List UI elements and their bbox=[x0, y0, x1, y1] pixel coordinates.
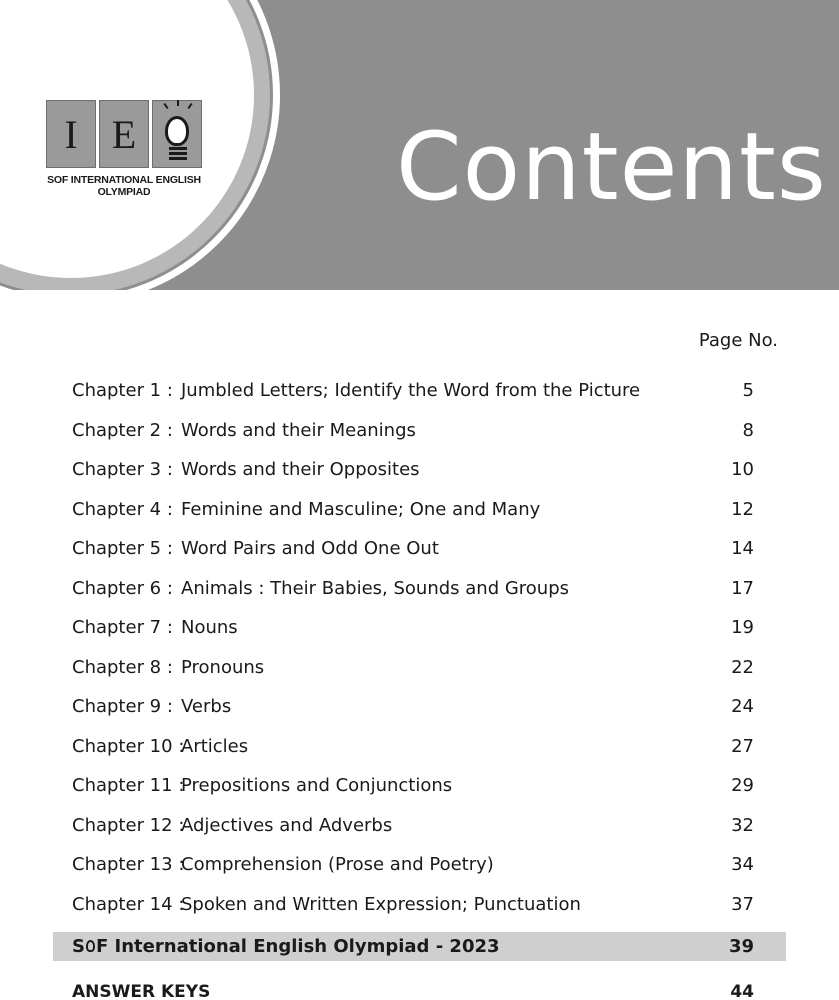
toc-chapter-number: Chapter 8 : bbox=[72, 656, 173, 678]
toc-entry[interactable] bbox=[72, 493, 754, 525]
toc-chapter-title: Verbs bbox=[181, 695, 232, 717]
olympiad-title-group bbox=[72, 936, 694, 957]
toc-page-number: 34 bbox=[731, 853, 754, 875]
toc-chapter-title: Comprehension (Prose and Poetry) bbox=[181, 853, 494, 875]
toc-entry[interactable] bbox=[72, 611, 754, 643]
toc-chapter-number: Chapter 7 : bbox=[72, 616, 173, 638]
logo-caption bbox=[46, 174, 202, 198]
toc-chapter-number: Chapter 6 : bbox=[72, 577, 173, 599]
toc-entry[interactable] bbox=[72, 888, 754, 920]
toc-chapter-title: Feminine and Masculine; One and Many bbox=[181, 498, 541, 520]
logo-caption-line2: OLYMPIAD bbox=[97, 186, 151, 198]
sof-letter-s: S bbox=[72, 936, 85, 957]
toc-entry[interactable] bbox=[72, 572, 754, 604]
toc-page-number: 37 bbox=[731, 893, 754, 915]
toc-page-number: 27 bbox=[731, 735, 754, 757]
toc-entry[interactable] bbox=[72, 769, 754, 801]
page-title: Contents bbox=[396, 113, 827, 222]
toc-entry[interactable] bbox=[72, 690, 754, 722]
logo-letter-i: I bbox=[46, 100, 96, 168]
sof-letter-f: F bbox=[95, 936, 109, 957]
toc-entry[interactable] bbox=[72, 414, 754, 446]
toc-entry[interactable] bbox=[72, 730, 754, 762]
toc-page-number: 44 bbox=[730, 982, 754, 1000]
lightbulb-icon bbox=[86, 940, 95, 952]
toc-chapter-title: Jumbled Letters; Identify the Word from the Picture bbox=[181, 379, 641, 401]
toc-chapter-number: Chapter 2 : bbox=[72, 419, 173, 441]
toc-page-number: 19 bbox=[731, 616, 754, 638]
bulb-base bbox=[169, 145, 187, 160]
toc-page-number: 24 bbox=[731, 695, 754, 717]
toc-entry[interactable] bbox=[72, 651, 754, 683]
toc-page-number: 29 bbox=[731, 774, 754, 796]
toc-chapter-number: Chapter 11 : bbox=[72, 774, 185, 796]
toc-entry[interactable] bbox=[72, 374, 754, 406]
page-no-label: Page No. bbox=[698, 330, 778, 351]
header-band bbox=[0, 0, 839, 290]
toc-chapter-title: Words and their Opposites bbox=[181, 458, 420, 480]
ieo-logo bbox=[46, 100, 206, 198]
toc-entry[interactable] bbox=[72, 532, 754, 564]
toc-chapter-title: Spoken and Written Expression; Punctuation bbox=[181, 893, 581, 915]
logo-letter-boxes bbox=[46, 100, 206, 168]
toc-page-number: 39 bbox=[728, 936, 754, 957]
toc-entry-olympiad[interactable] bbox=[72, 932, 754, 961]
toc-page-number: 17 bbox=[731, 577, 754, 599]
toc-entry[interactable] bbox=[72, 453, 754, 485]
toc-chapter-title: Articles bbox=[181, 735, 249, 757]
toc-page-number: 12 bbox=[731, 498, 754, 520]
toc-chapter-title: Word Pairs and Odd One Out bbox=[181, 537, 439, 559]
olympiad-title: International English Olympiad - 2023 bbox=[114, 936, 500, 957]
toc-chapter-number: Chapter 1 : bbox=[72, 379, 173, 401]
toc-chapter-number: Chapter 12 : bbox=[72, 814, 185, 836]
toc-entry-answer-keys[interactable] bbox=[72, 978, 754, 1000]
bulb-glass bbox=[165, 116, 189, 146]
toc-chapter-title: Animals : Their Babies, Sounds and Groups bbox=[181, 577, 570, 599]
toc-page-number: 5 bbox=[742, 379, 754, 401]
toc-entry[interactable] bbox=[72, 848, 754, 880]
toc-page-number: 32 bbox=[731, 814, 754, 836]
toc-page-number: 22 bbox=[731, 656, 754, 678]
toc-chapter-title: Nouns bbox=[181, 616, 238, 638]
toc-chapter-number: Chapter 3 : bbox=[72, 458, 173, 480]
toc-chapter-title: Pronouns bbox=[181, 656, 265, 678]
toc-chapter-title: Adjectives and Adverbs bbox=[181, 814, 393, 836]
toc-page-number: 8 bbox=[742, 419, 754, 441]
lightbulb-icon bbox=[152, 100, 202, 168]
toc-chapter-number: Chapter 14 : bbox=[72, 893, 185, 915]
toc-chapter-number: Chapter 10 : bbox=[72, 735, 185, 757]
toc-chapter-number: Chapter 5 : bbox=[72, 537, 173, 559]
toc-page-number: 14 bbox=[731, 537, 754, 559]
toc-page-number: 10 bbox=[731, 458, 754, 480]
toc-chapter-title: Prepositions and Conjunctions bbox=[181, 774, 453, 796]
toc-chapter-title: Words and their Meanings bbox=[181, 419, 416, 441]
toc-chapter-number: Chapter 13 : bbox=[72, 853, 185, 875]
toc-entry[interactable] bbox=[72, 809, 754, 841]
sof-logo bbox=[72, 936, 108, 957]
answer-keys-title: ANSWER KEYS bbox=[72, 982, 211, 1000]
logo-letter-e: E bbox=[99, 100, 149, 168]
bulb-rays bbox=[161, 103, 195, 113]
toc-chapter-number: Chapter 9 : bbox=[72, 695, 173, 717]
toc-chapter-number: Chapter 4 : bbox=[72, 498, 173, 520]
logo-caption-line1: SOF INTERNATIONAL ENGLISH bbox=[47, 174, 201, 186]
